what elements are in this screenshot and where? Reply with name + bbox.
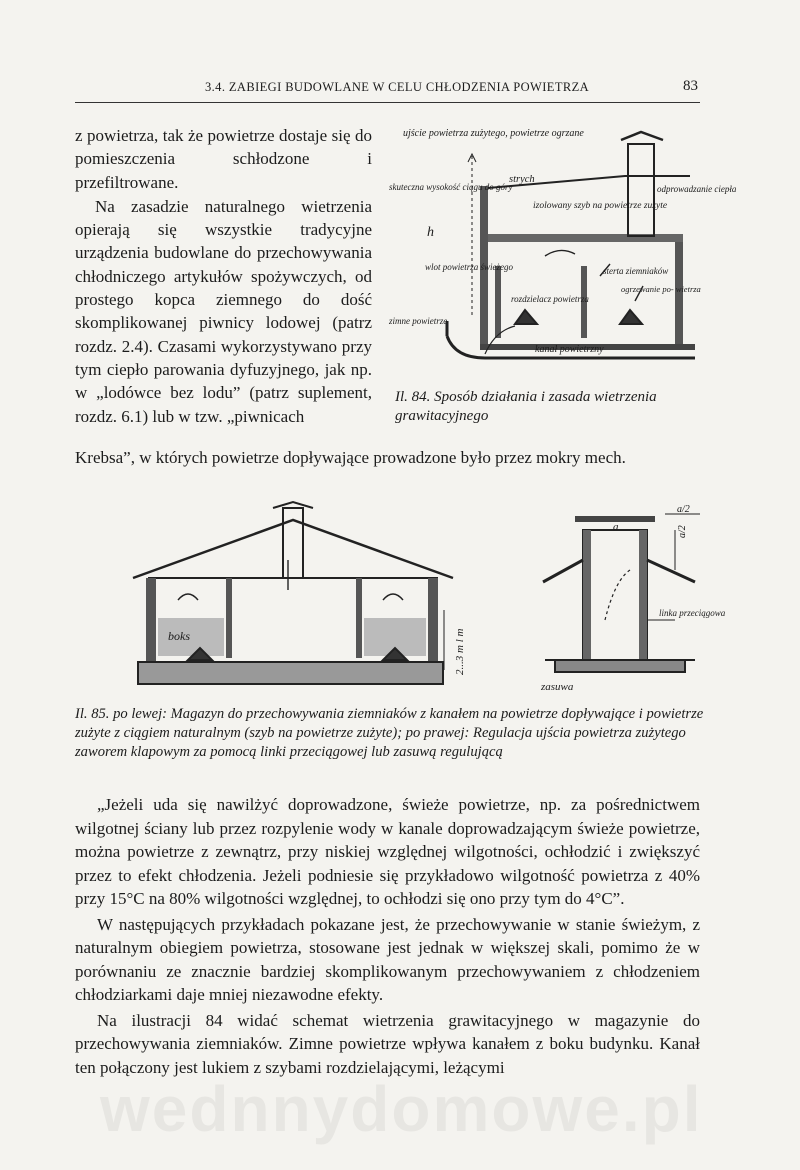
page-number: 83 bbox=[683, 78, 698, 94]
left-column-text bbox=[75, 124, 372, 428]
label-air-heating: ogrzewanie po- wietrza bbox=[621, 284, 701, 294]
label-height: 2...3 m l m bbox=[454, 628, 466, 675]
label-insulated-shaft: izolowany szyb na powietrze zużyte bbox=[533, 201, 668, 211]
label-a: a bbox=[613, 521, 619, 533]
label-cord: linka przeciągowa bbox=[659, 608, 726, 618]
label-fresh-inlet: wlot powietrza świeżego bbox=[425, 262, 514, 272]
label-heat-discharge: odprowadzanie ciepła bbox=[657, 184, 737, 194]
section-title: 3.4. ZABIEGI BUDOWLANE W CELU CHŁODZENIA POWIETRZA bbox=[205, 80, 590, 94]
label-distributor: rozdzielacz powietrza bbox=[511, 294, 589, 304]
figure-85-left-diagram bbox=[128, 500, 478, 695]
label-outlet: ujście powietrza zużytego, powietrze ogrzane bbox=[403, 128, 584, 139]
figure-85-caption: Il. 85. po lewej: Magazyn do przechowywania ziemniaków z kanałem na powietrze dopływające i powietrze zużyte z ciągiem naturalnym (szyb na powietrze zużyte); po prawej: Regulacja ujścia powietrza zużytego zaworem klapowym za pomocą linki przeciągowej lub zasuwą regulującą bbox=[75, 706, 704, 760]
figure-85-right-diagram bbox=[535, 500, 726, 700]
continuation-line: Krebsa”, w których powietrze dopływające prowadzone było przez mokry mech. bbox=[75, 448, 626, 467]
figure-84-diagram bbox=[385, 126, 737, 376]
paragraph: W następujących przykładach pokazane jest, że przechowywanie w stanie świeżym, z naturalnym obiegiem powietrza, stosowane jest jednak w większej skali, pomimo że w porównaniu ze znacznie bardziej skomplikowanym przechowywaniem z chłodzeniem chłodziarkami daje mniej niezawodne efekty. bbox=[75, 914, 700, 1004]
figure-84-caption: Il. 84. Sposób działania i zasada wietrzenia grawitacyjnego bbox=[395, 389, 657, 424]
paragraph: z powietrza, tak że powietrze dostaje się do pomieszczenia schłodzone i przefiltrowane. bbox=[75, 126, 372, 192]
label-effective-height: skuteczna wysokość ciągu do góry bbox=[389, 182, 513, 192]
label-attic: strych bbox=[509, 174, 535, 185]
label-h: h bbox=[427, 225, 434, 240]
label-a-half-top: a/2 bbox=[677, 504, 690, 515]
label-potato-pile: sterta ziemniaków bbox=[603, 266, 669, 276]
label-a-half-side: a/2 bbox=[677, 525, 688, 538]
label-air-channel: kanał powietrzny bbox=[535, 344, 604, 355]
body-text bbox=[75, 793, 700, 1079]
label-cold-air: zimne powietrze bbox=[389, 316, 448, 326]
label-damper: zasuwa bbox=[541, 681, 574, 693]
running-header bbox=[75, 78, 700, 103]
paragraph: Na ilustracji 84 widać schemat wietrzenia grawitacyjnego w magazynie do przechowywania ziemniaków. Zimne powietrze wpływa kanałem z boku budynku. Kanał ten połączony jest lukiem z szybami rozdzielającymi, leżącymi bbox=[75, 1010, 700, 1077]
paragraph: Na zasadzie naturalnego wietrzenia opierają się wszystkie tradycyjne urządzenia budowlane do przechowywania chłodniczego artykułów spożywczych, od prostego kopca ziemnego do dość skomplikowanej piwnicy lodowej (patrz rozdz. 2.4). Czasami wykorzystywano przy tym ciepło parowania dyfuzyjnego, jak np. w „lodówce bez lodu” (patrz suplement, rozdz. 6.1) lub w tzw. „piwnicach bbox=[75, 196, 372, 426]
paragraph: „Jeżeli uda się nawilżyć doprowadzone, świeże powietrze, np. za pośrednictwem wilgotnej ściany lub przez rozpylenie wody w kanale doprowadzającym świeże powietrze, można powietrze z zewnątrz, przy niskiej względnej wilgotności, ochłodzić i zwiększyć przez to efekt chłodzenia. Jeżeli podniesie się przykładowo wilgotność powietrza z 40% przy 15°C na 80% wilgotności względnej, to ochłodzi się ono przy tym do 4°C”. bbox=[75, 795, 700, 908]
watermark: wednnydomowe.pl bbox=[100, 1073, 703, 1145]
label-boks: boks bbox=[168, 629, 190, 643]
